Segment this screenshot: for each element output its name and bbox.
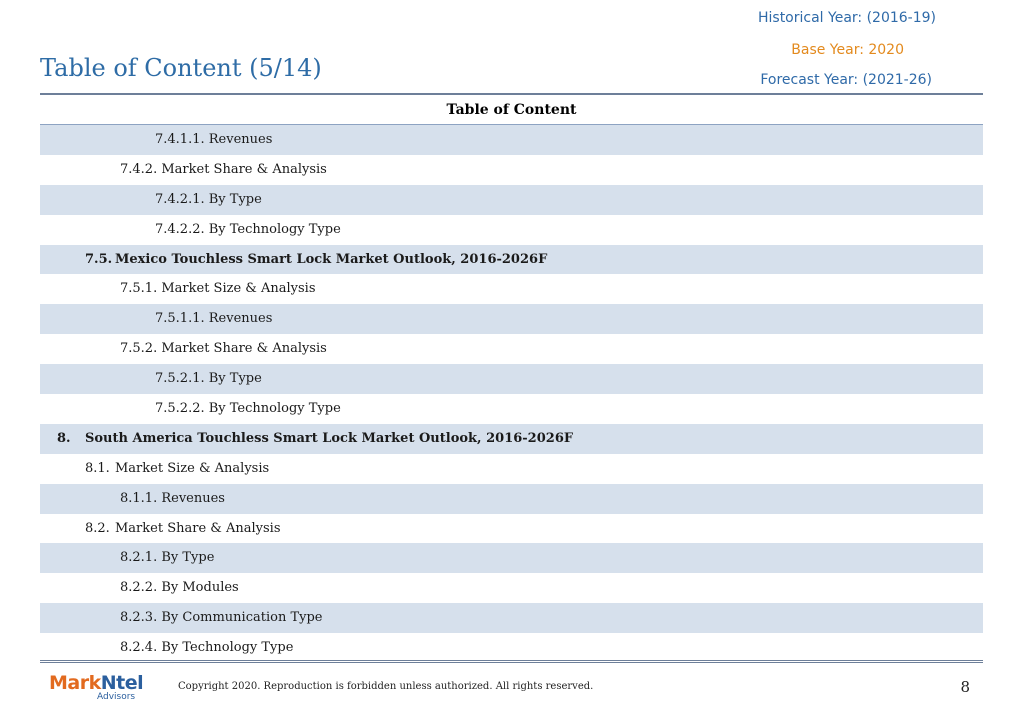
toc-row-text: Market Share & Analysis [115, 520, 281, 536]
toc-row [40, 603, 983, 633]
toc-row-text: 7.4.1.1. Revenues [155, 132, 273, 147]
toc-row-text: 7.5.2.1. By Type [155, 371, 262, 387]
toc-row [40, 543, 983, 573]
toc-row [40, 633, 983, 663]
toc-row-text: 8.2.1. By Type [120, 550, 215, 566]
page-number: 8 [960, 678, 970, 696]
toc-row-text: 8.2.2. By Modules [120, 580, 239, 596]
forecast-year-label: Forecast Year: (2021-26) [760, 72, 932, 88]
base-year-label: Base Year: 2020 [791, 42, 904, 58]
toc-row-text: 8.2.4. By Technology Type [120, 640, 294, 656]
toc-row-text: 8.1.1. Revenues [120, 490, 225, 506]
toc-row [40, 514, 983, 544]
toc-row-number: 7.5. [85, 251, 113, 267]
toc-row-text: Market Size & Analysis [115, 460, 270, 476]
toc-row [40, 454, 983, 484]
toc-row-text: 7.5.1. Market Size & Analysis [120, 281, 316, 297]
toc-row [40, 424, 983, 454]
toc-row-text: 7.5.2.2. By Technology Type [155, 401, 341, 417]
toc-row-text: South America Touchless Smart Lock Market Outlook, 2016-2026F [85, 430, 574, 446]
toc-row-text: Mexico Touchless Smart Lock Market Outlook, 2016-2026F [115, 251, 548, 267]
toc-row [40, 155, 983, 185]
toc-row-text: 7.4.2.1. By Type [155, 191, 262, 207]
historical-year-label: Historical Year: (2016-19) [757, 10, 936, 26]
toc-row-number: 8.2. [85, 520, 110, 536]
toc-row-text: 7.5.2. Market Share & Analysis [120, 341, 327, 357]
header-divider [40, 93, 983, 95]
toc-row [40, 304, 983, 334]
toc-row-text: 8.2.3. By Communication Type [120, 610, 323, 626]
toc-row-number: 8. [57, 430, 71, 446]
footer-divider [40, 660, 983, 663]
toc-row [40, 364, 983, 394]
page-title: Table of Content (5/14) [40, 54, 322, 82]
toc-row [40, 334, 983, 364]
toc-row [40, 573, 983, 603]
logo-text-mark: Mark [49, 672, 101, 694]
marknntel-logo [49, 672, 144, 702]
logo-subtitle: Advisors [97, 692, 136, 702]
toc-row [40, 245, 983, 275]
toc-row [40, 484, 983, 514]
toc-row-text: 7.4.2. Market Share & Analysis [120, 161, 327, 177]
table-heading: Table of Content [40, 96, 983, 126]
toc-row-number: 8.1. [85, 460, 110, 476]
toc-row [40, 274, 983, 304]
toc-list [40, 125, 983, 663]
logo-text-ntel: Ntel [100, 672, 144, 694]
toc-row [40, 185, 983, 215]
toc-row-text: 7.4.2.2. By Technology Type [155, 221, 341, 237]
toc-row-text: 7.5.1.1. Revenues [155, 311, 273, 327]
toc-row [40, 215, 983, 245]
copyright-text: Copyright 2020. Reproduction is forbidden unless authorized. All rights reserved. [178, 681, 594, 692]
toc-row [40, 394, 983, 424]
toc-row [40, 125, 983, 155]
